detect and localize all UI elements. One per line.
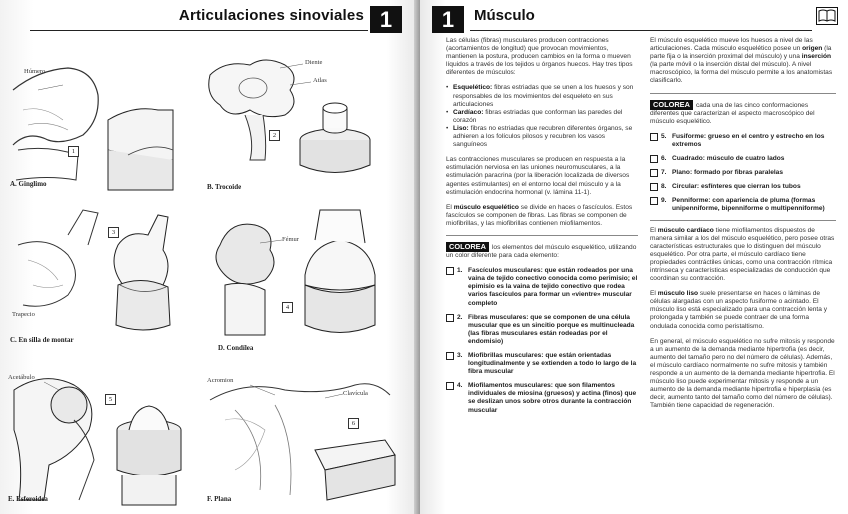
color-checkbox[interactable] (446, 267, 454, 275)
mitosis-paragraph: En general, el músculo esquelético no sufre mitosis y responde a un aumento de la demanda mediante hipertrofia (es decir, aumento del tamaño pero no del número de células). Además, el músculo cardíaco normalmente no sufre mitosis y también responde a un aumento de la demanda mediante hipertrofia. El músculo liso puede experimentar mitosis y responde a un aumento de la demanda mediante hipertrofia e hiperplasia (es decir, aumento tanto del tamaño como del número de células). También tiene capacidad de regeneración. (650, 337, 835, 410)
coloring-item: 1. Fascículos musculares: que están rodeados por una vaina de tejido conectivo conocida como perimisio; el epimisio es la vaina de tejido conectivo que rodea varios fascículos para formar un «vientre» muscular completo (446, 267, 638, 307)
box-3: 3 (108, 227, 119, 238)
color-checkbox[interactable] (650, 183, 658, 191)
text-column-2 (650, 37, 836, 417)
cardiac-paragraph: El músculo cardíaco tiene miofilamentos dispuestos de manera similar a los del músculo esquelético, pero posee otras características estructurales que lo distinguen del músculo esquelético. Por otra parte, el músculo cardíaco tiene propiedades contráctiles únicas, como una contracción rítmica intrínseca y características especializadas de conducción que coordinan su contracción. (650, 226, 835, 283)
coloring-item: 8. Circular: esfínteres que cierran los tubos (650, 183, 836, 191)
muscle-type-item (446, 84, 638, 108)
figure-hinge-joint (8, 50, 208, 200)
color-checkbox[interactable] (446, 382, 454, 390)
color-checkbox[interactable] (650, 169, 658, 177)
contraction-paragraph: Las contracciones musculares se producen en respuesta a la estimulación nerviosa en las uniones neuromusculares, a la estimulación paracrina (por la liberación localizada de diversos agentes estimulantes) en el entorno local del músculo y a la estimulación endocrina hormonal (v. lámina 11-1). (446, 156, 630, 196)
muscle-type-name: Esquelético: (453, 84, 493, 92)
caption-plana: F. Plana (207, 495, 232, 503)
coloring-item: 6. Cuadrado: músculo de cuatro lados (650, 155, 836, 163)
coloring-item: 5. Fusiforme: grueso en el centro y estrecho en los extremos (650, 133, 836, 149)
caption-silla-de-montar: C. En silla de montar (10, 336, 74, 344)
box-4: 4 (282, 302, 293, 313)
divider (650, 93, 836, 94)
figure-ball-socket-joint (4, 360, 204, 514)
color-checkbox[interactable] (446, 352, 454, 360)
condylar-illustration (210, 205, 410, 355)
coloring-list-1 (446, 267, 638, 415)
right-page-header (420, 3, 848, 31)
muscle-type-name: Cardíaco: (453, 108, 484, 116)
header-rule-right (470, 30, 812, 31)
colorea-instruction-1: COLOREA los elementos del músculo esquelético, utilizando un color diferente para cada elemento: (446, 241, 637, 260)
box-1: 1 (68, 146, 79, 157)
label-atlas: Atlas (313, 77, 327, 84)
muscle-types-list (446, 84, 638, 149)
box-2: 2 (269, 130, 280, 141)
coloring-item: 4. Miofilamentos musculares: que son filamentos individuales de miosina (gruesos) y actina (finos) que se deslizan unos sobre otros durante la contracción muscular (446, 382, 638, 414)
box-6: 6 (348, 418, 359, 429)
book-icon (816, 7, 838, 25)
muscle-type-name: Liso: (453, 124, 469, 132)
muscle-type-item (446, 125, 638, 149)
plate-number-right: 1 (432, 6, 464, 33)
color-checkbox[interactable] (446, 314, 454, 322)
origin-insertion-paragraph: El músculo esquelético mueve los huesos a nivel de las articulaciones. Cada músculo esquelético posee un origen (la parte fija o la inserción proximal del músculo) y una inserción (la parte móvil o la inserción distal del músculo). A nivel macroscópico, la forma del músculo permite a los anatomistas clasificarlo. (650, 37, 833, 85)
coloring-item: 3. Miofibrillas musculares: que están orientadas longitudinalmente y se extienden a todo lo largo de la fibra muscular (446, 352, 638, 376)
skeletal-paragraph: El músculo esquelético se divide en haces o fascículos. Estos fascículos se componen de fibras. Las fibras se componen de miofibrillas, y las miofibrillas contienen miofilamentos. (446, 203, 633, 227)
color-checkbox[interactable] (650, 197, 658, 205)
text-column-1 (446, 37, 638, 421)
right-page (420, 0, 848, 514)
header-rule (30, 30, 368, 31)
left-page-header (0, 3, 420, 31)
caption-trocoide: B. Trocoide (207, 183, 242, 191)
divider (446, 235, 638, 236)
muscle-type-text: fibras estriadas que se unen a los huesos y son responsables de los movimientos del esqueleto en sus articulaciones (453, 84, 634, 108)
page-title-right: Músculo (474, 7, 535, 24)
coloring-item: 9. Penniforme: con apariencia de pluma (formas unipenniforme, bipenniforme o multipenniforme) (650, 197, 836, 213)
coloring-item: 7. Plano: formado por fibras paralelas (650, 169, 836, 177)
plate-number-left: 1 (370, 6, 402, 33)
intro-paragraph: Las células (fibras) musculares producen contracciones (acortamientos de longitud) que provocan movimientos, mantienen la postura, producen cambios en la forma o mueven líquidos a través de los tejidos u órganos huecos. Hay tres tipos diferentes de músculos: (446, 37, 633, 77)
label-humero: Húmero (24, 68, 46, 75)
color-checkbox[interactable] (650, 133, 658, 141)
divider (650, 220, 836, 221)
figure-plane-joint (205, 360, 410, 514)
ball-socket-illustration (4, 360, 204, 514)
colorea-badge: COLOREA (650, 100, 693, 110)
muscle-type-text: fibras estriadas que conforman las paredes del corazón (453, 108, 623, 124)
pivot-illustration (205, 50, 405, 200)
page-title-left: Articulaciones sinoviales (178, 7, 364, 24)
coloring-list-2 (650, 133, 836, 214)
figure-saddle-joint (8, 205, 208, 350)
figure-condylar-joint (210, 205, 410, 355)
caption-esferoidea: E. Esferoidea (8, 495, 48, 503)
label-clavicula: Clavícula (343, 390, 368, 397)
label-acromion: Acromion (207, 377, 234, 384)
smooth-paragraph: El músculo liso suele presentarse en haces o láminas de células alargadas con un aspecto fusiforme o acintado. El músculo liso está especializado para una contracción lenta y prolongada y también se puede contraer de una forma ondulada conocida como peristaltismo. (650, 290, 828, 330)
muscle-type-item (446, 109, 638, 125)
label-diente: Diente (305, 59, 323, 66)
muscle-type-text: fibras no estriadas que recubren diferentes órganos, se adhieren a los folículos pilosos y recubren los vasos sanguíneos (453, 124, 633, 149)
coloring-item: 2. Fibras musculares: que se componen de una célula muscular que es un sincitio porque es multinucleada (las fibras musculares están rodeadas por el endomisio) (446, 314, 638, 346)
box-5: 5 (105, 394, 116, 405)
color-checkbox[interactable] (650, 155, 658, 163)
left-page (0, 0, 420, 514)
label-acetabulo: Acetábulo (8, 374, 35, 381)
caption-condilea: D. Condílea (218, 344, 254, 352)
label-trapecio: Trapecio (12, 311, 35, 318)
colorea-badge: COLOREA (446, 242, 489, 252)
colorea-instruction-2: COLOREA cada una de las cinco conformaciones diferentes que caracterizan el aspecto macroscópico del músculo esquelético. (650, 99, 815, 125)
label-femur: Fémur (282, 236, 299, 243)
figure-pivot-joint (205, 50, 405, 200)
caption-ginglimo: A. Ginglimo (10, 180, 47, 188)
plane-illustration (205, 360, 410, 514)
